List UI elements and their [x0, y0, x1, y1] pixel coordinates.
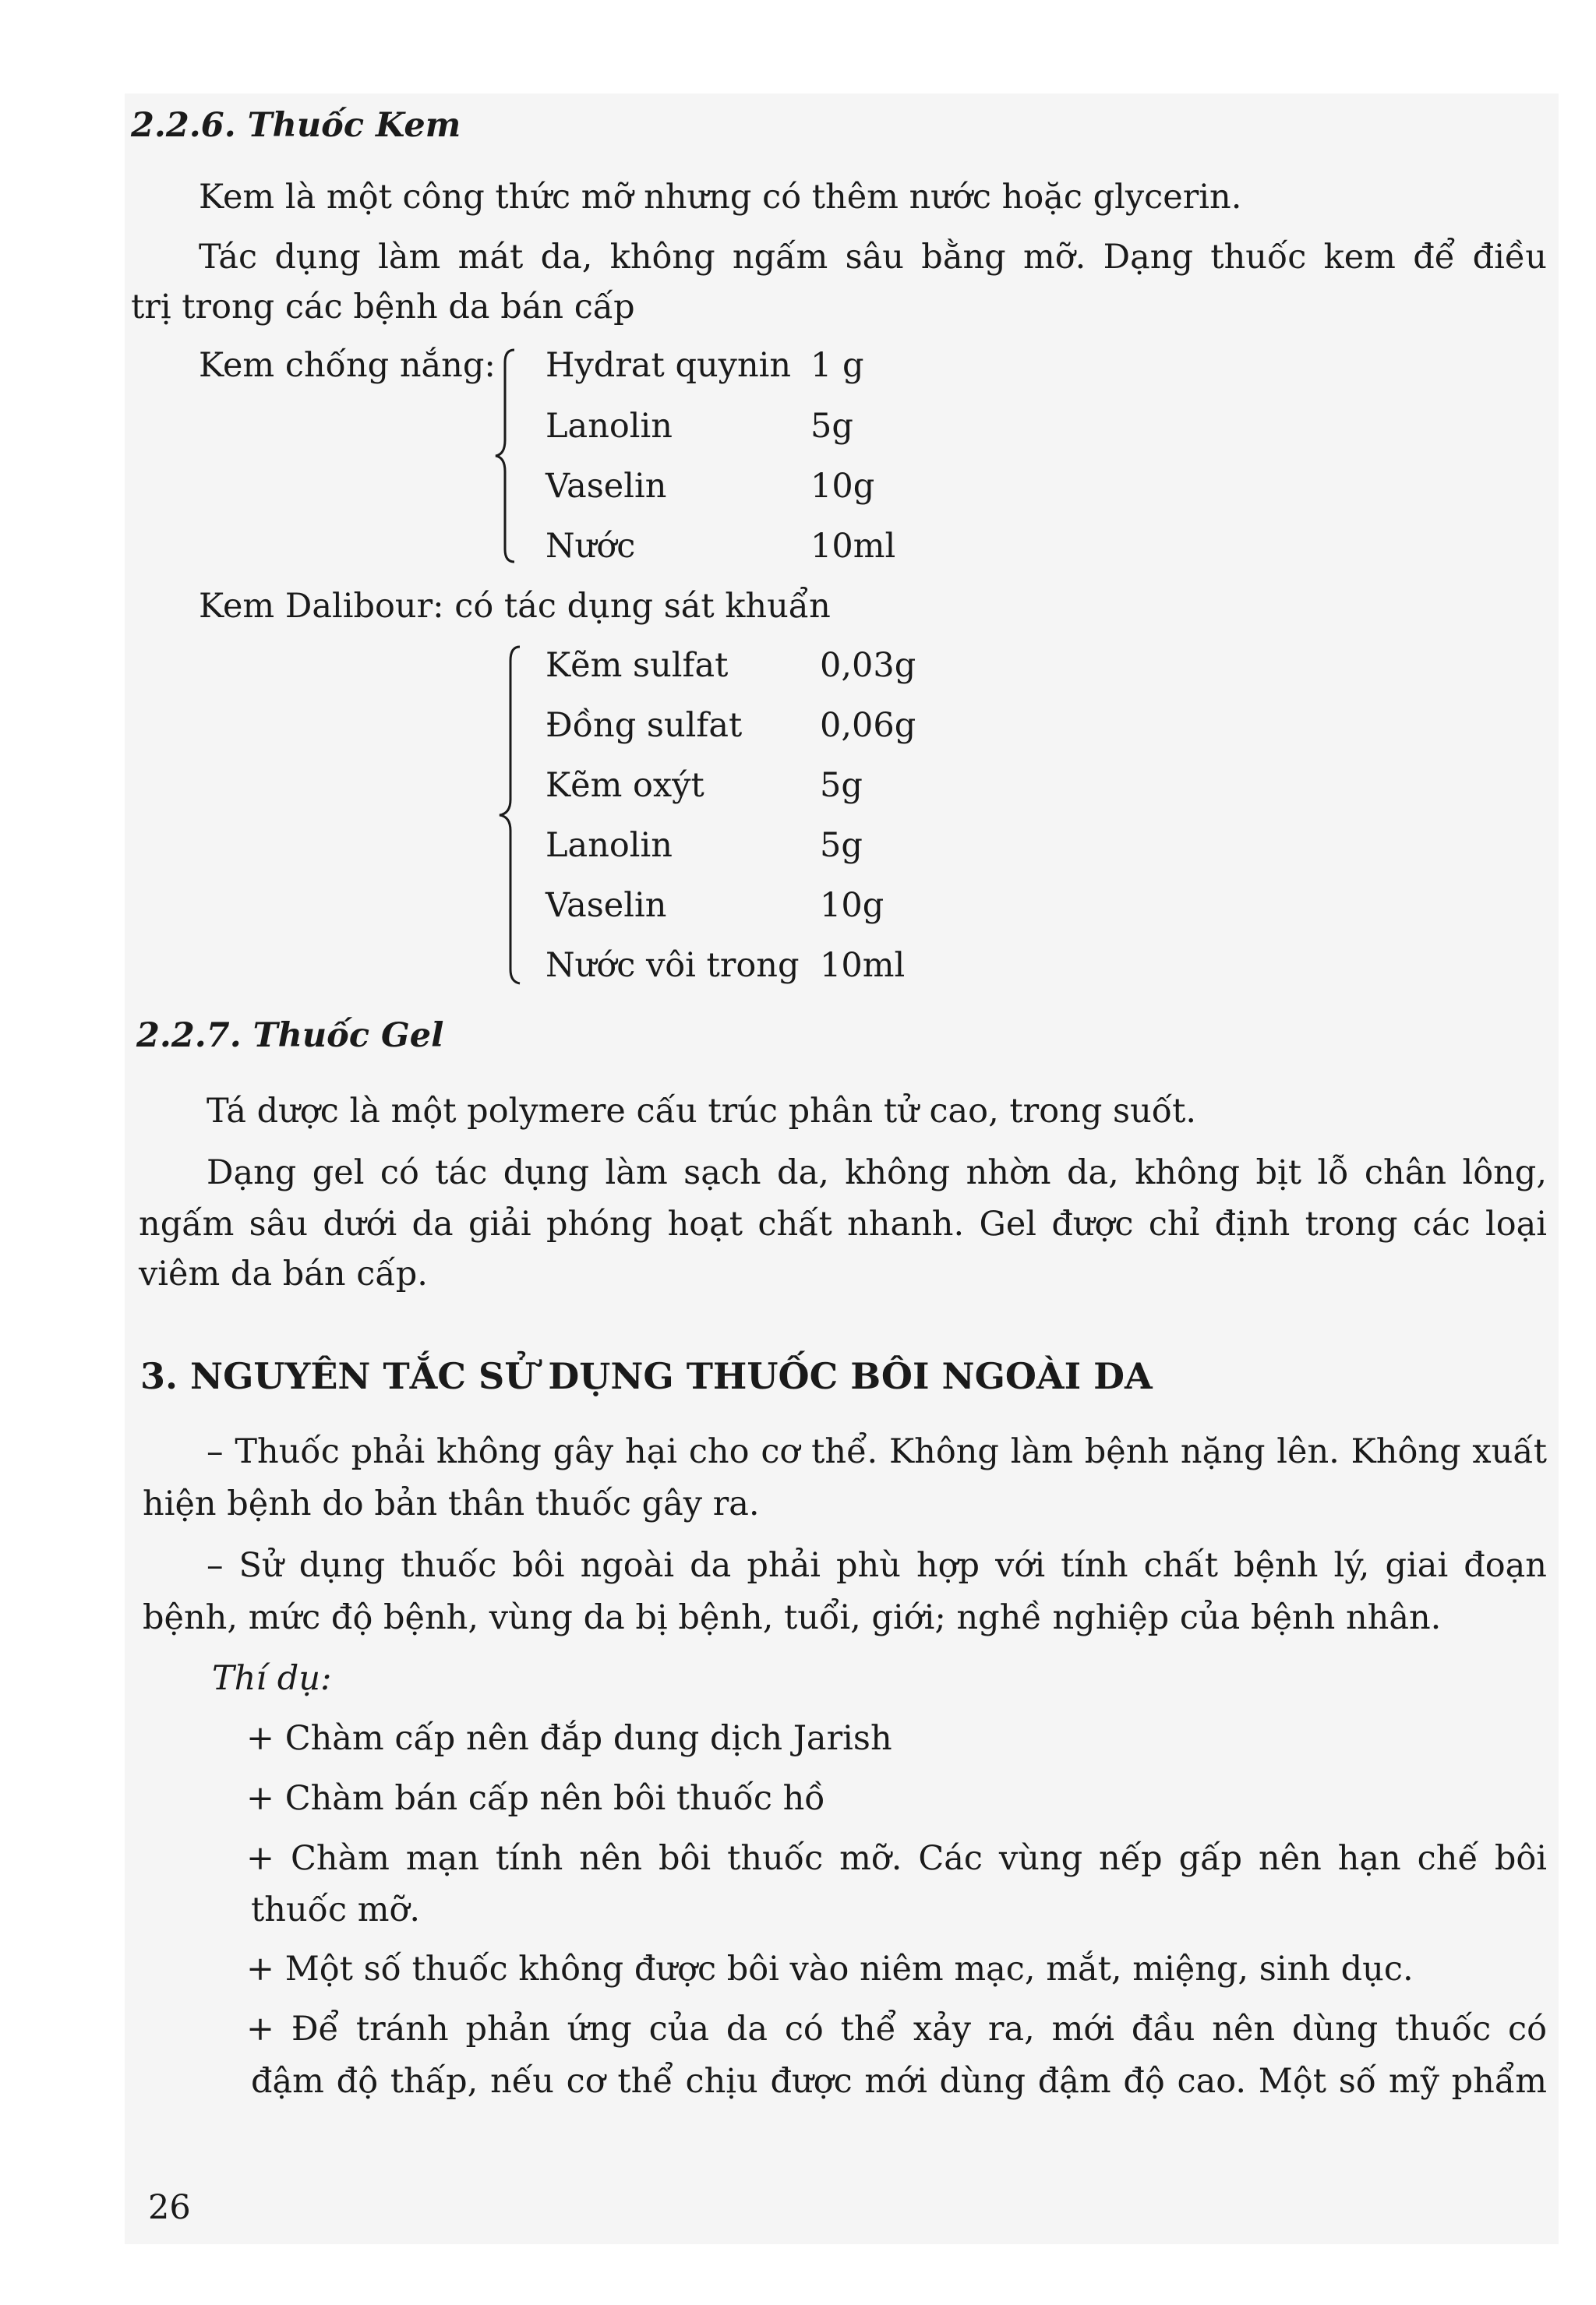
- paragraph-gel-effect-line1: Dạng gel có tác dụng làm sạch da, không nhờn da, không bịt lỗ chân lông,: [207, 1153, 1547, 1192]
- ingredient-name: Vaselin: [546, 886, 667, 925]
- ingredient-amount: 10g: [810, 467, 875, 506]
- example-item-5-line2: đậm độ thấp, nếu cơ thể chịu được mới dùng đậm độ cao. Một số mỹ phẩm: [251, 2062, 1547, 2101]
- rule-1-line1: – Thuốc phải không gây hại cho cơ thể. Không làm bệnh nặng lên. Không xuất: [207, 1432, 1547, 1471]
- ingredient-amount: 1 g: [810, 346, 864, 385]
- ingredient-amount: 5g: [820, 766, 863, 805]
- example-item: + Chàm cấp nên đắp dung dịch Jarish: [246, 1719, 892, 1758]
- example-item-5-line1: + Để tránh phản ứng của da có thể xảy ra, mới đầu nên dùng thuốc có: [246, 2010, 1547, 2049]
- ingredient-name: Lanolin: [546, 826, 673, 865]
- kem-dalibour-label: Kem Dalibour: có tác dụng sát khuẩn: [199, 587, 831, 626]
- paragraph-kem-effect-line1: Tác dụng làm mát da, không ngấm sâu bằng mỡ. Dạng thuốc kem để điều: [199, 238, 1547, 277]
- ingredient-amount: 10ml: [810, 527, 896, 566]
- ingredient-amount: 0,03g: [820, 646, 916, 685]
- rule-1-line2: hiện bệnh do bản thân thuốc gây ra.: [143, 1484, 760, 1523]
- heading-section-3: 3. NGUYÊN TẮC SỬ DỤNG THUỐC BÔI NGOÀI DA: [140, 1355, 1153, 1397]
- formula-brace-kem-chong-nang: [491, 347, 522, 565]
- heading-2-2-7: 2.2.7. Thuốc Gel: [136, 1016, 444, 1055]
- example-item: + Một số thuốc không được bôi vào niêm mạc, mắt, miệng, sinh dục.: [246, 1950, 1414, 1989]
- rule-2-line2: bệnh, mức độ bệnh, vùng da bị bệnh, tuổi, giới; nghề nghiệp của bệnh nhân.: [143, 1598, 1442, 1637]
- ingredient-name: Vaselin: [546, 467, 667, 506]
- example-label: Thí dụ:: [212, 1659, 332, 1698]
- example-item: + Chàm bán cấp nên bôi thuốc hồ: [246, 1779, 825, 1818]
- ingredient-name: Đồng sulfat: [546, 706, 743, 745]
- ingredient-name: Hydrat quynin: [546, 346, 792, 385]
- ingredient-amount: 10g: [820, 886, 885, 925]
- paragraph-kem-effect-line2: trị trong các bệnh da bán cấp: [131, 288, 635, 327]
- ingredient-name: Lanolin: [546, 407, 673, 446]
- heading-2-2-6: 2.2.6. Thuốc Kem: [131, 106, 461, 145]
- formula-brace-kem-dalibour: [495, 644, 526, 987]
- paragraph-gel-intro: Tá dược là một polymere cấu trúc phân tử cao, trong suốt.: [207, 1092, 1197, 1131]
- ingredient-name: Kẽm oxýt: [546, 766, 704, 805]
- ingredient-name: Kẽm sulfat: [546, 646, 729, 685]
- paragraph-gel-effect-line2: ngấm sâu dưới da giải phóng hoạt chất nhanh. Gel được chỉ định trong các loại: [139, 1205, 1547, 1244]
- page-number: 26: [148, 2188, 191, 2227]
- ingredient-amount: 5g: [820, 826, 863, 865]
- rule-2-line1: – Sử dụng thuốc bôi ngoài da phải phù hợp với tính chất bệnh lý, giai đoạn: [207, 1546, 1547, 1585]
- ingredient-name: Nước vôi trong: [546, 946, 800, 985]
- paragraph-gel-effect-line3: viêm da bán cấp.: [139, 1255, 428, 1294]
- ingredient-amount: 0,06g: [820, 706, 916, 745]
- ingredient-amount: 5g: [810, 407, 853, 446]
- paragraph-kem-intro: Kem là một công thức mỡ nhưng có thêm nước hoặc glycerin.: [199, 178, 1242, 217]
- kem-chong-nang-label: Kem chống nắng:: [199, 346, 496, 385]
- example-item-3-line2: thuốc mỡ.: [251, 1890, 421, 1929]
- ingredient-amount: 10ml: [820, 946, 906, 985]
- example-item-3-line1: + Chàm mạn tính nên bôi thuốc mỡ. Các vùng nếp gấp nên hạn chế bôi: [246, 1839, 1547, 1878]
- ingredient-name: Nước: [546, 527, 636, 566]
